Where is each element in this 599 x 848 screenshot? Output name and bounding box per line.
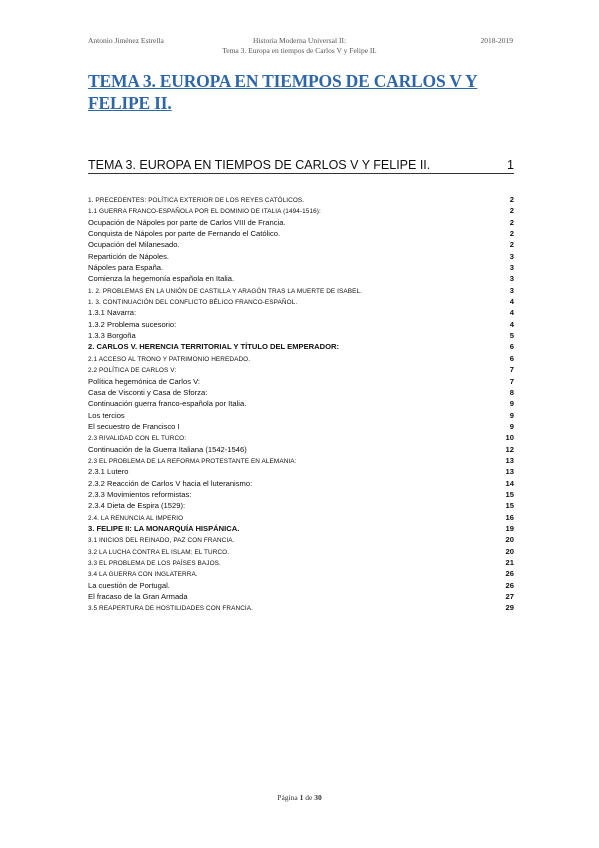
- toc-entry-text: 2.3.2 Reacción de Carlos V hacia el luteranismo:: [88, 478, 253, 488]
- toc-entry-page: 13: [505, 455, 514, 465]
- toc-entry[interactable]: [88, 194, 514, 205]
- page-footer: [0, 793, 599, 802]
- toc-entry-text: 3.5 REAPERTURA DE HOSTILIDADES CON FRANCIA.: [88, 605, 254, 613]
- toc-entry-text: Política hegemónica de Carlos V:: [88, 376, 200, 386]
- toc-entry-page: 26: [505, 569, 514, 579]
- toc-entry[interactable]: [88, 262, 514, 273]
- toc-entry-text: Nápoles para España.: [88, 263, 164, 273]
- toc-entry-page: 3: [509, 251, 514, 261]
- toc-entry-text: 2.3.3 Movimientos reformistas:: [88, 489, 192, 499]
- toc-entry-text: 3.2 LA LUCHA CONTRA EL ISLAM: EL TURCO.: [88, 548, 230, 556]
- toc-entry-page: 15: [505, 501, 514, 511]
- toc-entry[interactable]: [88, 285, 514, 296]
- toc-entry-text: 2.3 EL PROBLEMA DE LA REFORMA PROTESTANTE EN ALEMANIA:: [88, 457, 297, 465]
- toc-entry-text: 2.2 POLÍTICA DE CARLOS V:: [88, 367, 177, 375]
- toc-entry-text: 3.1 INICIOS DEL REINADO, PAZ CON FRANCIA.: [88, 537, 235, 545]
- toc-entry[interactable]: [88, 500, 514, 511]
- toc-entry[interactable]: [88, 296, 514, 307]
- toc-entry-page: 2: [509, 240, 514, 250]
- toc-entry-page: 7: [509, 365, 514, 375]
- toc-entry-text: 2. CARLOS V. HERENCIA TERRITORIAL Y TÍTULO DEL EMPERADOR:: [88, 342, 340, 352]
- toc-entry-page: 20: [505, 546, 514, 556]
- toc-entry-text: 1.3.1 Navarra:: [88, 308, 137, 318]
- footer-total-pages: 30: [314, 793, 322, 802]
- toc-entry[interactable]: [88, 466, 514, 477]
- toc-entry-text: El fracaso de la Gran Armada: [88, 592, 188, 602]
- toc-entry-page: 6: [509, 342, 514, 352]
- toc-entry[interactable]: [88, 398, 514, 409]
- toc-entry[interactable]: [88, 444, 514, 455]
- toc-entry-text: 2.4. LA RENUNCIA AL IMPERIO: [88, 514, 184, 522]
- toc-entry[interactable]: [88, 353, 514, 364]
- toc-entry-page: 2: [509, 206, 514, 216]
- toc-entry[interactable]: [88, 489, 514, 500]
- toc-entry[interactable]: [88, 410, 514, 421]
- toc-entry-text: Continuación guerra franco-española por Italia.: [88, 399, 247, 409]
- toc-entry-page: 16: [505, 512, 514, 522]
- toc-entry[interactable]: [88, 273, 514, 284]
- toc-entry[interactable]: [88, 546, 514, 557]
- header-author: Antonio Jiménez Estrella: [88, 36, 164, 45]
- toc-entry[interactable]: [88, 376, 514, 387]
- toc-entry-text: 1.1 GUERRA FRANCO-ESPAÑOLA POR EL DOMINIO DE ITALIA (1494-1516):: [88, 208, 321, 216]
- toc-entry-page: 29: [505, 603, 514, 613]
- toc-entry-page: 3: [509, 274, 514, 284]
- toc-entry-text: 2.3.1 Lutero: [88, 467, 129, 477]
- toc-entry-text: La cuestión de Portugal.: [88, 580, 170, 590]
- toc-entry-page: 26: [505, 580, 514, 590]
- toc-entry-text: El secuestro de Francisco I: [88, 421, 180, 431]
- toc-entry[interactable]: [88, 523, 514, 534]
- toc-heading-text: TEMA 3. EUROPA EN TIEMPOS DE CARLOS V Y FELIPE II.: [88, 158, 431, 172]
- toc-entry[interactable]: [88, 591, 514, 602]
- toc-entry-text: 1.3.3 Borgoña: [88, 331, 136, 341]
- toc-entry-text: 3. FELIPE II: LA MONARQUÍA HISPÁNICA.: [88, 523, 240, 533]
- toc-entry-text: Ocupación del Milanesado.: [88, 240, 180, 250]
- toc-entry[interactable]: [88, 319, 514, 330]
- toc-entry[interactable]: [88, 341, 514, 352]
- toc-entry[interactable]: [88, 387, 514, 398]
- toc-entry-text: Comienza la hegemonía española en Italia.: [88, 274, 235, 284]
- toc-entry-text: Casa de Visconti y Casa de Sforza:: [88, 387, 208, 397]
- toc-entry-page: 15: [505, 489, 514, 499]
- toc-entry-page: 8: [509, 387, 514, 397]
- footer-current-page: 1: [299, 793, 304, 802]
- toc-entry-page: 4: [509, 297, 514, 307]
- toc-entry[interactable]: [88, 478, 514, 489]
- toc-entry[interactable]: [88, 364, 514, 375]
- toc-entry[interactable]: [88, 568, 514, 579]
- toc-entry[interactable]: [88, 557, 514, 568]
- toc-entry[interactable]: [88, 512, 514, 523]
- toc-entry-page: 9: [509, 399, 514, 409]
- toc-entry[interactable]: [88, 307, 514, 318]
- toc-entry-text: 1. 2. PROBLEMAS EN LA UNIÓN DE CASTILLA Y ARAGÓN TRAS LA MUERTE DE ISABEL.: [88, 287, 363, 295]
- toc-entry[interactable]: [88, 580, 514, 591]
- header-year: 2018-2019: [480, 36, 513, 45]
- toc-entry[interactable]: [88, 205, 514, 216]
- toc-entry-page: 3: [509, 285, 514, 295]
- toc-entry[interactable]: [88, 421, 514, 432]
- toc-entry[interactable]: [88, 228, 514, 239]
- toc-entry-text: 3.3 EL PROBLEMA DE LOS PAÍSES BAJOS.: [88, 560, 221, 567]
- toc-entry[interactable]: [88, 217, 514, 228]
- toc-entry[interactable]: [88, 251, 514, 262]
- toc-entry[interactable]: [88, 602, 514, 613]
- toc-entry-text: Repartición de Nápoles.: [88, 251, 170, 261]
- table-of-contents: [88, 194, 514, 614]
- toc-entry[interactable]: [88, 330, 514, 341]
- toc-entry-page: 5: [509, 331, 514, 341]
- toc-entry-text: 3.4 LA GUERRA CON INGLATERRA.: [88, 571, 198, 579]
- toc-entry[interactable]: [88, 455, 514, 466]
- toc-entry-page: 2: [509, 195, 514, 204]
- toc-entry-text: 1. PRECEDENTES: POLÍTICA EXTERIOR DE LOS REYES CATÓLICOS.: [88, 197, 305, 204]
- toc-entry-page: 13: [505, 467, 514, 477]
- toc-entry-text: Ocupación de Nápoles por parte de Carlos VIII de Francia.: [88, 217, 286, 227]
- toc-entry-text: 1.3.2 Problema sucesorio:: [88, 319, 177, 329]
- toc-entry-text: 1. 3. CONTINUACIÓN DEL CONFLICTO BÉLICO FRANCO-ESPAÑOL.: [88, 299, 298, 307]
- toc-entry-text: 2.3 RIVALIDAD CON EL TURCO:: [88, 435, 187, 443]
- toc-entry-page: 9: [509, 410, 514, 420]
- toc-entry-page: 20: [505, 535, 514, 545]
- toc-entry-page: 4: [509, 319, 514, 329]
- toc-entry-page: 12: [505, 444, 514, 454]
- toc-entry-text: Los tercios: [88, 410, 125, 420]
- toc-entry-page: 7: [509, 376, 514, 386]
- toc-heading[interactable]: [88, 158, 514, 174]
- toc-entry-text: 2.1 ACCESO AL TRONO Y PATRIMONIO HEREDADO.: [88, 355, 251, 363]
- main-title-link[interactable]: TEMA 3. EUROPA EN TIEMPOS DE CARLOS V Y FELIPE II.: [88, 71, 478, 113]
- toc-entry-page: 21: [505, 558, 514, 567]
- toc-entry[interactable]: [88, 534, 514, 545]
- toc-entry-page: 6: [509, 353, 514, 363]
- header-course-line1: Historia Moderna Universal II:: [252, 36, 347, 45]
- toc-entry-page: 9: [509, 421, 514, 431]
- toc-entry-page: 19: [505, 523, 514, 533]
- toc-entry-text: 2.3.4 Dieta de Espira (1529):: [88, 501, 186, 511]
- toc-entry-page: 14: [505, 478, 514, 488]
- toc-entry-text: Continuación de la Guerra Italiana (1542-1546): [88, 444, 247, 454]
- toc-entry-page: 2: [509, 229, 514, 239]
- footer-sep: de: [305, 793, 313, 802]
- header-course-line2: Tema 3. Europa en tiempos de Carlos V y Felipe II.: [222, 46, 377, 55]
- toc-entry-page: 2: [509, 217, 514, 227]
- footer-prefix: Página: [277, 793, 298, 802]
- toc-entry-page: 27: [505, 592, 514, 602]
- toc-entry[interactable]: [88, 239, 514, 250]
- toc-entry-text: Conquista de Nápoles por parte de Fernando el Católico.: [88, 229, 281, 239]
- toc-entry-page: 10: [505, 433, 514, 443]
- toc-entry-page: 3: [509, 263, 514, 273]
- toc-entry[interactable]: [88, 432, 514, 443]
- toc-heading-page: 1: [507, 158, 514, 172]
- toc-entry-page: 4: [509, 308, 514, 318]
